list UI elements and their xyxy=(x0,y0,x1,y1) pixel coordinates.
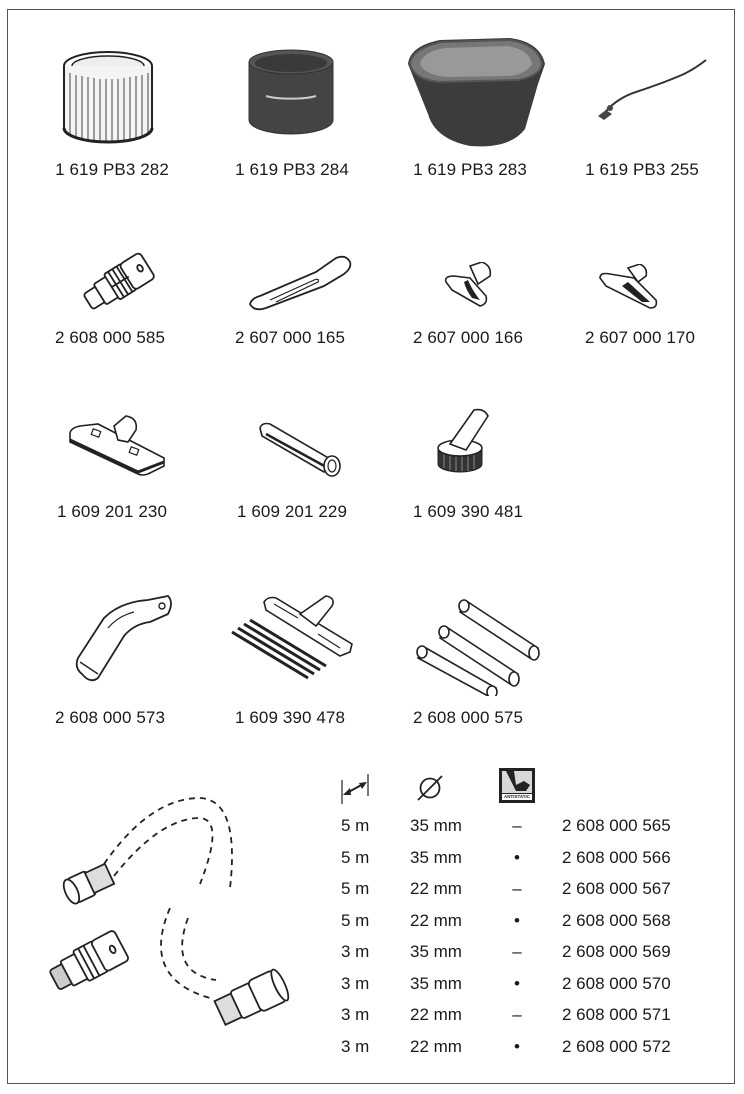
part-number: 2 607 000 165 xyxy=(234,328,345,347)
suction-tube-nozzle-icon xyxy=(258,422,344,478)
hose-diameter: 22 mm xyxy=(410,879,462,898)
part-number: 1 609 390 481 xyxy=(412,502,523,521)
part-number: 2 608 000 575 xyxy=(412,708,523,727)
diameter-icon xyxy=(416,774,444,802)
part-number: 2 607 000 170 xyxy=(584,328,695,347)
antistatic-flag: • xyxy=(514,973,520,993)
length-arrow-icon xyxy=(340,774,374,804)
floor-nozzle-icon xyxy=(68,412,168,478)
filter-sleeve-icon xyxy=(246,48,336,138)
hose-length: 3 m xyxy=(341,973,370,993)
part-number: 1 619 PB3 284 xyxy=(235,160,349,179)
antistatic-flag: – xyxy=(512,1005,522,1024)
part-number: 2 608 000 566 xyxy=(562,847,671,867)
antistatic-flag: • xyxy=(514,847,520,867)
part-number: 1 609 201 229 xyxy=(236,502,347,521)
part-number: 1 619 PB3 282 xyxy=(55,160,169,179)
hose-length: 3 m xyxy=(341,1036,370,1056)
part-number: 2 608 000 570 xyxy=(562,973,671,993)
hose-diameter: 35 mm xyxy=(410,816,462,835)
hose-length: 5 m xyxy=(341,847,370,867)
hose-diameter: 22 mm xyxy=(410,910,462,930)
wet-dry-floor-nozzle-icon xyxy=(228,592,356,684)
dust-container-icon xyxy=(400,24,550,154)
part-number: 1 619 PB3 283 xyxy=(413,160,527,179)
hose-diameter: 35 mm xyxy=(410,847,462,867)
hose-length: 5 m xyxy=(341,910,370,930)
crevice-nozzle-icon xyxy=(246,252,356,314)
part-number: 2 608 000 567 xyxy=(562,879,671,898)
extension-tubes-icon xyxy=(412,592,548,696)
part-number: 2 608 000 585 xyxy=(54,328,165,347)
part-number: 2 608 000 565 xyxy=(562,816,671,835)
bent-handle-icon xyxy=(68,592,178,688)
hose-length: 5 m xyxy=(341,879,370,898)
hose-diameter: 35 mm xyxy=(410,973,462,993)
antistatic-icon: ANTISTATIC xyxy=(499,768,535,803)
round-brush-icon xyxy=(434,406,494,476)
upholstery-nozzle-icon xyxy=(598,264,662,310)
part-number: 2 608 000 572 xyxy=(562,1036,671,1056)
part-number: 2 608 000 573 xyxy=(54,708,165,727)
suction-hose-icon xyxy=(40,788,300,1028)
hose-length: 3 m xyxy=(341,942,370,961)
small-upholstery-nozzle-icon xyxy=(442,262,498,310)
part-number: 2 608 000 569 xyxy=(562,942,671,961)
hose-diameter: 35 mm xyxy=(410,942,462,961)
part-number: 2 607 000 166 xyxy=(412,328,523,347)
antistatic-flag: – xyxy=(512,942,522,961)
part-number: 2 608 000 571 xyxy=(562,1005,671,1024)
antistatic-flag: – xyxy=(512,879,522,898)
antistatic-flag: • xyxy=(514,910,520,930)
hose-length: 3 m xyxy=(341,1005,370,1024)
antistatic-flag: – xyxy=(512,816,522,835)
antistatic-flag: • xyxy=(514,1036,520,1056)
part-number: 1 619 PB3 255 xyxy=(585,160,699,179)
hose-diameter: 22 mm xyxy=(410,1005,462,1024)
part-number: 2 608 000 568 xyxy=(562,910,671,930)
cartridge-filter-icon xyxy=(60,48,156,148)
hose-diameter: 22 mm xyxy=(410,1036,462,1056)
part-number: 1 609 390 478 xyxy=(234,708,345,727)
adapter-icon xyxy=(78,252,158,312)
hose-length: 5 m xyxy=(341,816,370,835)
cable-strap-icon xyxy=(596,56,708,126)
part-number: 1 609 201 230 xyxy=(56,502,167,521)
